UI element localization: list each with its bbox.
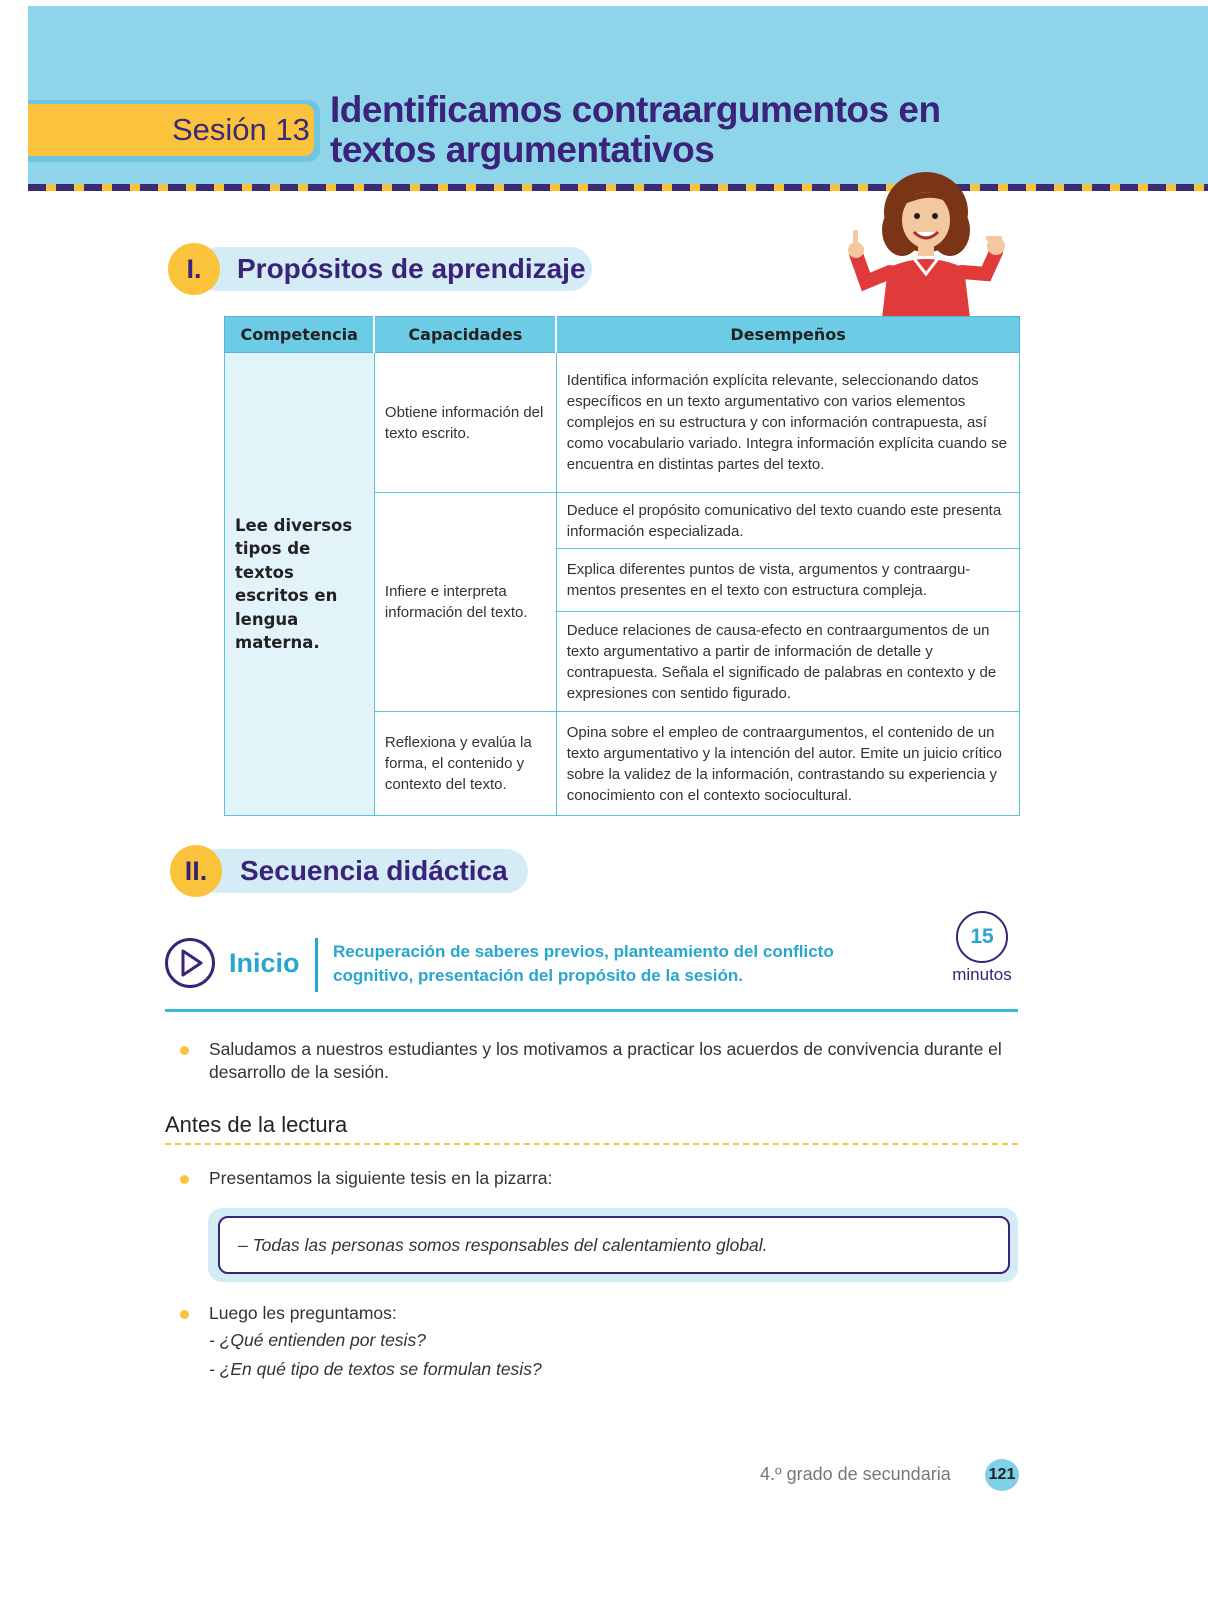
inicio-divider: [315, 938, 318, 992]
table-header-row: [225, 317, 1020, 353]
desempeno-cell: Identifica información explícita relevante, seleccionando datos específicos en un texto argumentativo con varios elementos complejos en su estructura y con información contrapuesta, así como vocabulario variado. Integra información explícita cuando se encuentra en distintas partes del texto.: [556, 353, 1019, 493]
question-2: - ¿En qué tipo de textos se formulan tesis?: [209, 1359, 542, 1379]
bullet-text: Luego les preguntamos:: [209, 1303, 397, 1323]
bullet-icon: [180, 1175, 189, 1184]
session-label: Sesión 13: [172, 112, 310, 147]
desempeno-cell: Explica diferentes puntos de vista, argumentos y contraargu-mentos presentes en el texto con estructura compleja.: [556, 549, 1019, 612]
section-2-number: II.: [170, 845, 222, 897]
footer-grade: 4.º grado de secundaria: [760, 1464, 951, 1484]
desempeno-cell: Opina sobre el empleo de contraargumentos, el contenido de un texto argumentativo y la intención del autor. Emite un juicio crítico sobre la validez de la información, contrastando su experiencia y conocimiento con el contexto sociocultural.: [556, 712, 1019, 816]
desempeno-cell: Deduce relaciones de causa-efecto en contraargumentos de un texto argumentativo a partir de información de detalle y contrapuesta. Señala el significado de palabras en contexto y de expresiones con sentido figurado.: [556, 612, 1019, 712]
section-1-number: I.: [168, 243, 220, 295]
header-capacidades: Capacidades: [374, 317, 556, 353]
bullet-icon: [180, 1310, 189, 1319]
header-desempenos: Desempeños: [556, 317, 1019, 353]
capacidad-cell: Infiere e interpreta información del texto.: [374, 493, 556, 712]
dashed-divider: [165, 1143, 1018, 1145]
bullet-text: Presentamos la siguiente tesis en la pizarra:: [209, 1168, 553, 1188]
inicio-description: Recuperación de saberes previos, planteamiento del conflicto cognitivo, presentación del propósito de la sesión.: [333, 942, 834, 985]
thesis-text: – Todas las personas somos responsables del calentamiento global.: [238, 1235, 768, 1255]
desempeno-cell: Deduce el propósito comunicativo del texto cuando este presenta información especializada.: [556, 493, 1019, 549]
page-title: [330, 90, 1050, 170]
bullet-text: Saludamos a nuestros estudiantes y los motivamos a practicar los acuerdos de convivencia durante el desarrollo de la sesión.: [209, 1039, 1002, 1082]
inicio-rule: [165, 1009, 1018, 1012]
section-2-title: Secuencia didáctica: [240, 855, 508, 886]
timer-unit: minutos: [952, 965, 1012, 984]
section-1-title: Propósitos de aprendizaje: [237, 253, 586, 284]
teacher-illustration: [846, 170, 1006, 318]
header-competencia: Competencia: [225, 317, 375, 353]
competencies-table: [224, 316, 1020, 816]
timer-value: 15: [970, 925, 994, 948]
header-stripe: [28, 184, 1208, 191]
page-title-line-1: Identificamos contraargumentos en: [330, 89, 941, 130]
capacidad-cell: Reflexiona y evalúa la forma, el contenido y contexto del texto.: [374, 712, 556, 816]
page-number: 121: [985, 1459, 1019, 1491]
play-icon: [165, 938, 215, 988]
capacidad-cell: Obtiene información del texto escrito.: [374, 353, 556, 493]
page-title-line-2: textos argumentativos: [330, 129, 715, 170]
bullet-icon: [180, 1046, 189, 1055]
subheading: Antes de la lectura: [165, 1112, 348, 1137]
question-1: - ¿Qué entienden por tesis?: [209, 1330, 426, 1350]
inicio-label: Inicio: [229, 948, 300, 978]
table-row: [225, 353, 1020, 493]
timer-icon: [956, 911, 1008, 963]
competencia-cell: Lee diversos tipos de textos escritos en lengua materna.: [225, 353, 375, 816]
